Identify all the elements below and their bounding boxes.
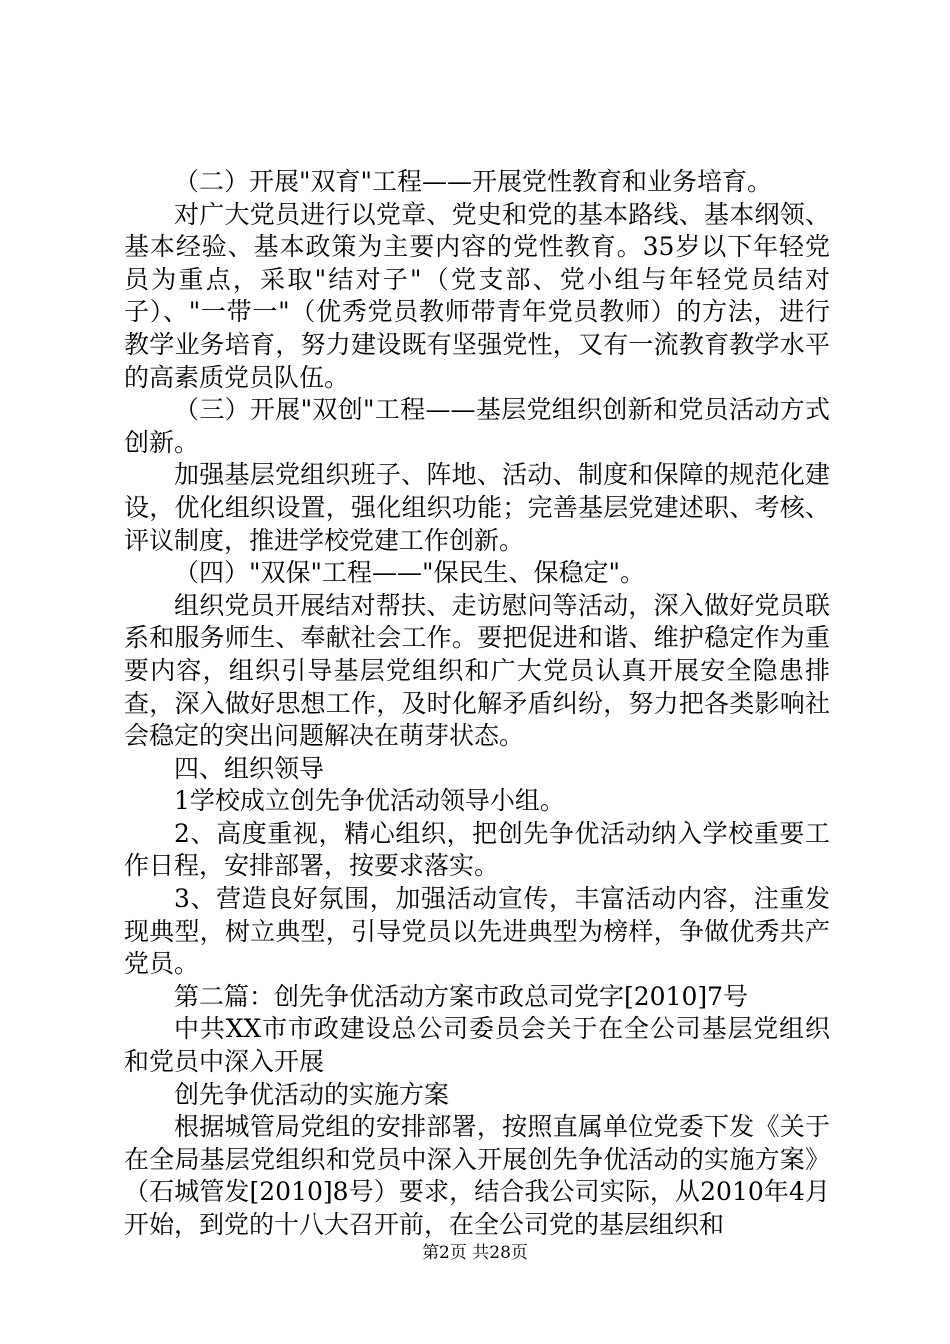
paragraph-heading-shuangyu: （二）开展"双育"工程——开展党性教育和业务培育。 <box>174 167 772 196</box>
paragraph: 组织党员开展结对帮扶、走访慰问等活动，深入做好党员联系和服务师生、奉献社会工作。要把促进和谐、维护稳定作为重要内容，组织引导基层党组织和广大党员认真开展安全隐患排查，深入做好思想工作，及时化解矛盾纠纷，努力把各类影响社会稳定的突出问题解决在萌芽状态。 <box>124 590 830 751</box>
paragraph: 对广大党员进行以党章、党史和党的基本路线、基本纲领、基本经验、基本政策为主要内容的党性教育。35岁以下年轻党员为重点，采取"结对子"（党支部、党小组与年轻党员结对子）、"一带一"（优秀党员教师带青年党员教师）的方法，进行教学业务培育，努力建设既有坚强党性，又有一流教育教学水平的高素质党员队伍。 <box>124 199 830 392</box>
document-title: 中共XX市市政建设总公司委员会关于在全公司基层党组织和党员中深入开展 <box>124 1014 830 1077</box>
list-item: 3、营造良好氛围，加强活动宣传，丰富活动内容，注重发现典型，树立典型，引导党员以先进典型为榜样，争做优秀共产党员。 <box>124 884 830 979</box>
list-item: 1学校成立创先争优活动领导小组。 <box>174 786 565 816</box>
list-item: 2、高度重视，精心组织，把创先争优活动纳入学校重要工作日程，安排部署，按要求落实。 <box>124 818 830 881</box>
page-number-footer: 第2页 共28页 <box>422 1243 528 1263</box>
chapter-heading: 第二篇：创先争优活动方案市政总司党字[2010]7号 <box>174 981 749 1011</box>
paragraph-heading-shuangchuang: （三）开展"双创"工程——基层党组织创新和党员活动方式创新。 <box>124 395 830 457</box>
paragraph-heading-shuangbao: （四）"双保"工程——"保民生、保稳定"。 <box>174 558 645 588</box>
document-subtitle: 创先争优活动的实施方案 <box>174 1079 450 1109</box>
paragraph: 加强基层党组织班子、阵地、活动、制度和保障的规范化建设，优化组织设置，强化组织功能；完善基层党建述职、考核、评议制度，推进学校党建工作创新。 <box>124 460 830 555</box>
paragraph: 根据城管局党组的安排部署，按照直属单位党委下发《关于在全局基层党组织和党员中深入开展创先争优活动的实施方案》（石城管发[2010]8号）要求，结合我公司实际，从2010年4月开始，到党的十八大召开前，在全公司党的基层组织和 <box>124 1112 830 1239</box>
document-body <box>124 166 830 1242</box>
section-heading-organization: 四、组织领导 <box>174 753 325 783</box>
